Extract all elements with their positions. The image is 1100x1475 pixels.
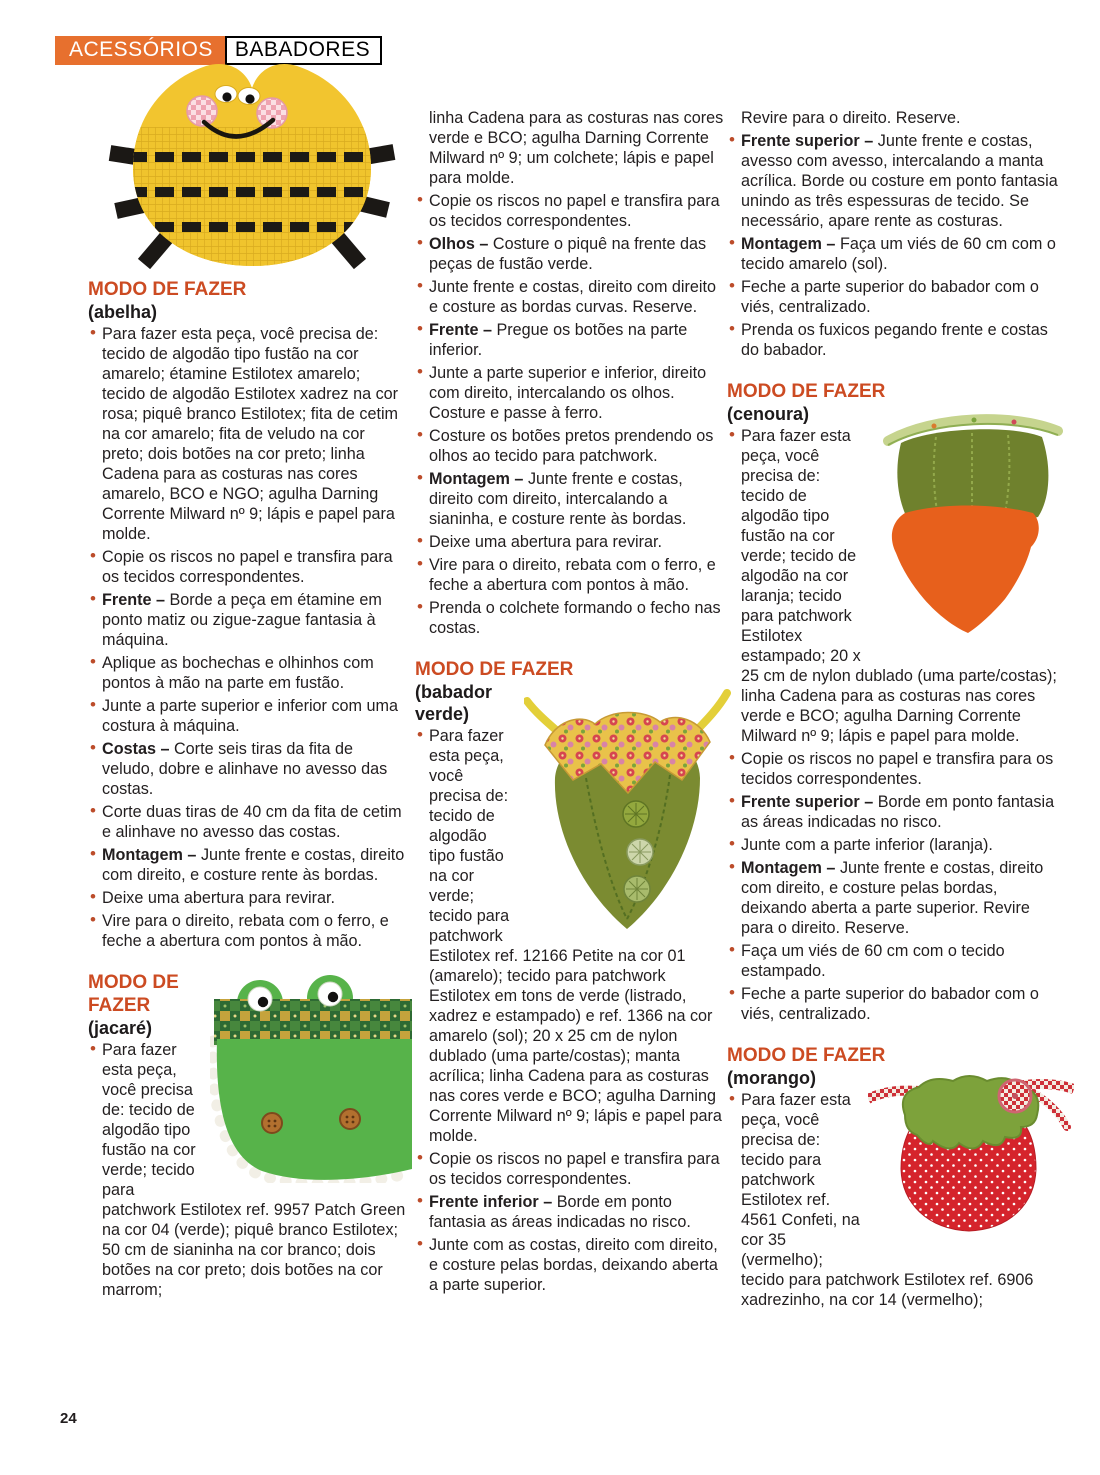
subheading-cenoura: (cenoura)	[727, 404, 810, 424]
instruction-item: • Costure os botões pretos prendendo os olhos ao tecido para patchwork.	[415, 426, 727, 466]
section-morango	[727, 1044, 1060, 1310]
instruction-item: • Deixe uma abertura para revirar.	[88, 888, 406, 908]
instruction-item: • Frente superior – Borde em ponto fantasia as áreas indicadas no risco.	[727, 792, 1060, 832]
instruction-item: • Deixe uma abertura para revirar.	[415, 532, 727, 552]
instruction-item: • Feche a parte superior do babador com o viés, centralizado.	[727, 984, 1060, 1024]
instruction-list-morango	[727, 1090, 1060, 1310]
heading-modo-de-fazer-babador-verde: MODO DE FAZER	[415, 659, 574, 680]
instruction-item: • Copie os riscos no papel e transfira para os tecidos correspondentes.	[415, 191, 727, 231]
instruction-item: • Junte frente e costas, direito com direito e costure as bordas curvas. Reserve.	[415, 277, 727, 317]
tag-acessorios: ACESSÓRIOS	[55, 36, 225, 65]
instruction-list-babador-verde	[415, 726, 727, 1295]
instruction-item: • Frente inferior – Borde em ponto fantasia as áreas indicadas no risco.	[415, 1192, 727, 1232]
section-babador-verde	[415, 658, 727, 1295]
instruction-item: • Junte a parte superior e inferior, direito com direito, intercalando os olhos. Costure e passe à ferro.	[415, 363, 727, 423]
instruction-item: • Montagem – Faça um viés de 60 cm com o tecido amarelo (sol).	[727, 234, 1060, 274]
instruction-item: • Frente superior – Junte frente e costas, avesso com avesso, intercalando a manta acrílica. Borde ou costure em ponto fantasia unindo as três espessuras de tecido. Se necessário, apare rente as costuras.	[727, 131, 1060, 231]
instruction-item: • Frente – Pregue os botões na parte inferior.	[415, 320, 727, 360]
instruction-item: • Prenda os fuxicos pegando frente e costas do babador.	[727, 320, 1060, 360]
instruction-list-cenoura	[727, 426, 1060, 1024]
column-2	[415, 108, 727, 1298]
instruction-item: • Junte a parte superior e inferior com uma costura à máquina.	[88, 696, 406, 736]
subheading-jacare: (jacaré)	[88, 1018, 153, 1038]
column-3	[727, 108, 1060, 1313]
instruction-item: • Vire para o direito, rebata com o ferro, e feche a abertura com pontos à mão.	[88, 911, 406, 951]
subheading-abelha: (abelha)	[88, 302, 158, 322]
heading-modo-de-fazer-cenoura: MODO DE FAZER	[727, 381, 886, 402]
instruction-item: • Corte duas tiras de 40 cm da fita de cetim e alinhave no avesso das costas.	[88, 802, 406, 842]
instruction-list-jacare-cont	[415, 108, 727, 638]
instruction-item: • Montagem – Junte frente e costas, direito com direito, e costure rente às bordas.	[88, 845, 406, 885]
subheading-babador-verde: (babador verde)	[415, 682, 493, 724]
instruction-item: • Junte com a parte inferior (laranja).	[727, 835, 1060, 855]
instruction-item: • Montagem – Junte frente e costas, direito com direito, intercalando a sianinha, e costure rente às bordas.	[415, 469, 727, 529]
instruction-item: • Feche a parte superior do babador com o viés, centralizado.	[727, 277, 1060, 317]
section-jacare	[88, 971, 406, 1300]
instruction-item: • Para fazer esta peça, você precisa de: tecido de algodão tipo fustão na cor verde; tecido para patchwork Estilotex ref. 12166 Petite na cor 01 (amarelo); tecido para patchwork Estilotex em tons de verde (listrado, xadrez e estampado) e ref. 1366 na cor amarelo (sol); 20 x 25 cm de nylon dublado (uma parte/costas); manta acrílica; linha Cadena para as costuras nas cores verde e BCO; agulha Darning Corrente Milward nº 9; lápis e papel para molde.	[415, 726, 727, 1146]
instruction-list-abelha	[88, 324, 406, 951]
instruction-item: • Para fazer esta peça, você precisa de: tecido de algodão tipo fustão na cor verde; tecido de algodão na cor laranja; tecido para patchwork Estilotex estampado; 20 x 25 cm de nylon dublado (uma parte/costas); linha Cadena para as costuras nas cores verde e BCO; agulha Darning Corrente Milward nº 9; lápis e papel para molde.	[727, 426, 1060, 746]
section-abelha	[88, 278, 406, 951]
heading-modo-de-fazer-jacare: MODO DE FAZER	[88, 972, 179, 1016]
heading-modo-de-fazer-abelha: MODO DE FAZER	[88, 279, 247, 300]
instruction-item: • Para fazer esta peça, você precisa de: tecido de algodão tipo fustão na cor amarelo; étamine Estilotex amarelo; tecido de algodão Estilotex xadrez na cor rosa; piquê branco Estilotex; fita de cetim na cor amarelo; fita de veludo na cor preto; dois botões na cor preto; linha Cadena para as costuras nas cores amarelo, BCO e NGO; agulha Darning Corrente Milward nº 9; lápis e papel para molde.	[88, 324, 406, 544]
instruction-item: Revire para o direito. Reserve.	[741, 109, 961, 127]
bee-bib-photo	[106, 50, 398, 274]
instruction-item: • Junte com as costas, direito com direito, e costure pelas bordas, deixando aberta a parte superior.	[415, 1235, 727, 1295]
instruction-item: • Montagem – Junte frente e costas, direito com direito, e costure pelas bordas, deixando aberta a parte superior. Revire para o direito. Reserve.	[727, 858, 1060, 938]
column-1	[88, 278, 406, 1303]
instruction-item: • Vire para o direito, rebata com o ferro, e feche a abertura com pontos à mão.	[415, 555, 727, 595]
instruction-item: • Copie os riscos no papel e transfira para os tecidos correspondentes.	[415, 1149, 727, 1189]
instruction-item: • Costas – Corte seis tiras da fita de veludo, dobre e alinhave no avesso das costas.	[88, 739, 406, 799]
section-cenoura	[727, 380, 1060, 1024]
instruction-list-babador-verde-cont	[727, 108, 1060, 360]
instruction-item: • Aplique as bochechas e olhinhos com pontos à mão na parte em fustão.	[88, 653, 406, 693]
page-number: 24	[60, 1410, 77, 1427]
instruction-item: • Copie os riscos no papel e transfira para os tecidos correspondentes.	[727, 749, 1060, 789]
subheading-morango: (morango)	[727, 1068, 816, 1088]
instruction-item: • Olhos – Costure o piquê na frente das peças de fustão verde.	[415, 234, 727, 274]
instruction-item: linha Cadena para as costuras nas cores verde e BCO; agulha Darning Corrente Milward nº 9; um colchete; lápis e papel para molde.	[429, 109, 724, 187]
heading-modo-de-fazer-morango: MODO DE FAZER	[727, 1045, 886, 1066]
instruction-item: • Faça um viés de 60 cm com o tecido estampado.	[727, 941, 1060, 981]
instruction-list-jacare	[88, 1040, 406, 1300]
instruction-item: • Para fazer esta peça, você precisa de: tecido de algodão tipo fustão na cor verde; tecido para patchwork Estilotex ref. 9957 Patch Green na cor 04 (verde); piquê branco Estilotex; 50 cm de sianinha na cor branco; dois botões na cor preto; dois botões na cor marrom;	[88, 1040, 406, 1300]
instruction-item: • Para fazer esta peça, você precisa de: tecido para patchwork Estilotex ref. 4561 Confeti, na cor 35 (vermelho); tecido para patchwork Estilotex ref. 6906 xadrezinho, na cor 14 (vermelho);	[727, 1090, 1060, 1310]
instruction-item: • Frente – Borde a peça em étamine em ponto matiz ou zigue-zague fantasia à máquina.	[88, 590, 406, 650]
instruction-item: • Copie os riscos no papel e transfira para os tecidos correspondentes.	[88, 547, 406, 587]
instruction-item: • Prenda o colchete formando o fecho nas costas.	[415, 598, 727, 638]
tag-babadores: BABADORES	[225, 36, 382, 65]
